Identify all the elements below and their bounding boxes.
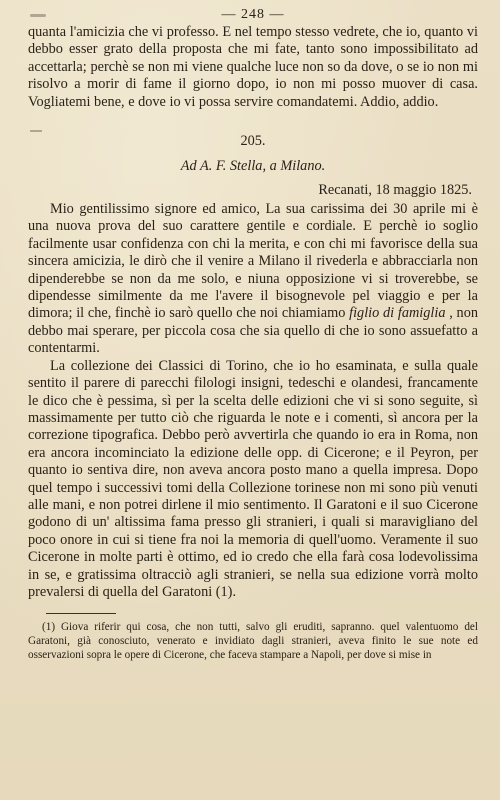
ink-smudge [30,14,46,17]
paragraph-1-part-a: Mio gentilissimo signore ed amico, La sua carissima dei 30 aprile mi è una nuova prova del suo carattere gentile e cordiale. E perchè io soglio facilmente usar confidenza con chi la merita, e con chi mi favorisce della sua sincera amicizia, le dirò che il venire a Milano il rivederla e abbracciarla non dipenderebbe se non da me solo, e niuna opposizione vi si troverebbe, se dipendesse similmente da me l'avere il bisognevole pel viaggio e per la dimora; il che, finchè io sarò quello che noi chiamiamo [28,201,478,322]
footnote [28,620,478,662]
letter-paragraph-1 [28,201,478,358]
margin-mark [30,130,42,132]
letter-heading: Ad A. F. Stella, a Milano. [180,158,326,175]
letter-number: 205. [240,133,266,150]
paragraph-1-part-b: , non debbo mai sperare, per piccola cosa che sia quello di che io sono assuefatto a contentarmi. [28,305,479,357]
letter-paragraph-2: La collezione dei Classici di Torino, che io ho esaminata, e sulla quale sentito il parere di parecchi filologi insigni, tedeschi e olandesi, francamente le dico che è pessima, sì per la scelta delle edizioni che vi si sono seguite, sì massimamente per tutto ciò che riguarda le note e i comenti, sì ancora per la correzione tipografica. Debbo però avvertirla che quando io era in Roma, non era ancora incominciato la edizione delle opp. di Cicerone; e il Peyron, per quanto io sentiva dire, non aveva ancora posto mano a quella impresa. Dopo quel tempo i successivi tomi della Collezione torinese non mi sono più venuti alle mani, e non potrei dirlene il mio sentimento. Il Garatoni e il suo Cicerone godono di un' altissima fama presso gli stranieri, i quali si maravigliano del poco onore in cui si tiene fra noi la memoria di quell'uomo. Veramente il suo Cicerone in molte parti è ottimo, ed io credo che ella farà cosa lodevolissima in se, e gratissima oltracciò agli stranieri, se nella sua edizione vorrà molto prevalersi di quella del Garatoni (1). [28,357,478,600]
footnote-rule [46,613,116,614]
page-number: — 248 — [221,7,285,22]
main-text [28,24,478,601]
letter-dateline: Recanati, 18 maggio 1825. [318,182,472,199]
paragraph-1-italic: figlio di famiglia [349,305,446,322]
footnote-text: (1) Giova riferir qui cosa, che non tutti, salvo gli eruditi, sapranno. quel valentuomo del Garatoni, già conosciuto, venerato e invidiato dagli stranieri, aveva finito le sue note ed osservazioni sopra le opere di Cicerone, che faceva stampare a Napoli, per dove si mise in [28,621,478,662]
continuation-paragraph: quanta l'amicizia che vi professo. E nel tempo stesso vedrete, che io, quanto vi debbo esser grato della proposta che mi fate, tanto sono impossibilitato ad accettarla; perchè se non mi viene qualche luce non so da dove, o se io non mi risolvo a morir di fame il giorno dopo, io non mi posso muover di casa. Vogliatemi bene, e dove io vi possa servire comandatemi. Addio, addio. [28,24,478,110]
